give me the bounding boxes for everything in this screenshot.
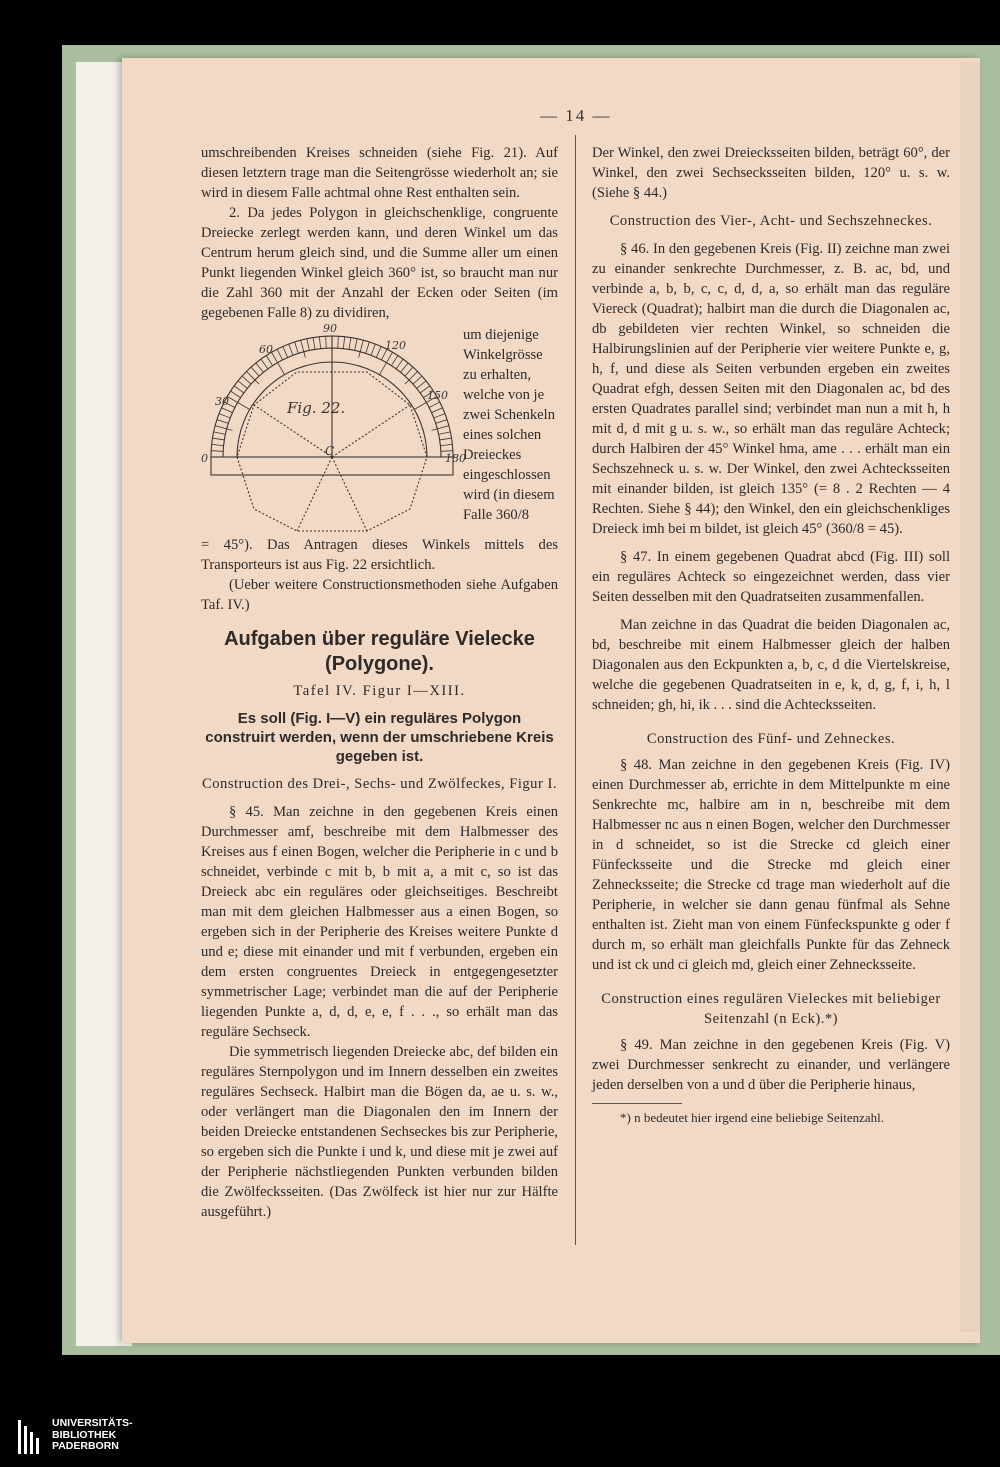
protractor-tick: [215, 426, 232, 431]
section-heading: Aufgaben über reguläre Vielecke (Polygone).: [224, 628, 535, 675]
logo-line: BIBLIOTHEK: [52, 1428, 117, 1441]
figure-center-label: C: [325, 444, 335, 458]
protractor-tick: [432, 408, 443, 413]
protractor-tick: [380, 352, 393, 375]
paragraph: § 48. Man zeichne in den gegebenen Kreis (Fig. IV) einen Durchmesser ab, errichte in dem Mittelpunkte m eine Senkrechte mc, halbire am in n, beschreibe mit dem Halbmesser nc aus n einen Bogen, welcher den Durchmesser in d schneidet, so ist die Strecke cd gleich einer Fünfecksseite und die Strecke md gleich einer Zehnecksseite; die Strecke cd trage man wiederholt auf die Peripherie, in welcher sie dann genau fünfmal als Sehne enthalten ist. Zieht man von einem Fünfeckspunkte g oder f durch m, so erhält man gleichfalls Punkte für das Zehneck und ist ck und ci gleich md, gleich einer Zehnecksseite.: [592, 757, 950, 973]
protractor-tick: [436, 420, 447, 424]
protractor-tick: [326, 336, 327, 348]
subheading: Construction des Vier-, Acht- und Sechszehneckes.: [609, 213, 933, 229]
footnote: *) n bedeutet hier irgend eine beliebige Seitenzahl.: [620, 1110, 884, 1125]
protractor-tick: [231, 391, 241, 398]
protractor-tick: [343, 337, 344, 349]
protractor-tick: [355, 339, 357, 351]
protractor-tick: [319, 337, 320, 349]
protractor-tick: [283, 346, 288, 357]
protractor-tick: [359, 340, 364, 357]
protractor-tick: [371, 344, 375, 355]
plate-reference: Tafel IV. Figur I—XIII.: [293, 683, 466, 699]
protractor-tick: [434, 414, 445, 418]
protractor-tick: [431, 426, 448, 431]
protractor-tick: [349, 337, 351, 349]
protractor-tick: [307, 339, 309, 351]
scale-label-150: 150: [427, 389, 448, 402]
protractor-tick: [221, 408, 232, 413]
figure-block: [201, 322, 558, 535]
protractor-tick: [277, 349, 282, 360]
figure-side-text: um diejenige Winkelgrösse zu erhalten, welche von je zwei Schenkeln eines solchen Dreieckes eingeschlossen wird (in diesem Falle 360/8: [463, 327, 555, 523]
scale-label-0: 0: [201, 452, 208, 465]
right-column: [592, 143, 950, 1128]
footnote-rule: [592, 1103, 682, 1104]
protractor-tick: [439, 432, 451, 434]
protractor-tick: [238, 381, 247, 389]
paragraph: 2. Da jedes Polygon in gleichschenklige, congruente Dreiecke zerlegt werden kann, und deren Winkel um das Centrum herum gleich sind, und die Summe aller um einen Punkt liegenden Winkel gleich 360° ist, so braucht man nur die Zahl 360 mit der Anzahl der Ecken oder Seiten (im gegebenen Falle 8) zu dividiren,: [201, 205, 558, 321]
protractor-tick: [295, 342, 299, 353]
protractor-tick: [227, 397, 250, 410]
protractor-tick: [401, 363, 409, 372]
left-column: [201, 143, 558, 1222]
protractor-tick: [212, 444, 224, 445]
scale-label-90: 90: [323, 322, 337, 335]
task-heading: Es soll (Fig. I—V) ein reguläres Polygon construirt werden, wenn der umschriebene Kreis gegeben ist.: [205, 710, 554, 765]
protractor-tick: [217, 420, 228, 424]
paragraph: Man zeichne in das Quadrat die beiden Diagonalen ac, bd, beschreibe mit einem Halbmesser gleich der halben Diagonalen aus den Eckpunkten a, b, c, d die Viertelskreise, welche die gegebenen Quadratseiten in e, k, d, g, f, i, h, l schneiden; gh, hi, ik . . . sind die Achtecksseiten.: [592, 617, 950, 713]
protractor-figure: [201, 322, 466, 535]
protractor-tick: [214, 432, 226, 434]
paragraph: umschreibenden Kreises schneiden (siehe Fig. 21). Auf diesen letztern trage man die Seitengrösse wiederholt an; sie wird in diesem Falle achtmal ohne Rest enthalten sein.: [201, 145, 558, 201]
protractor-tick: [376, 346, 381, 357]
paragraph: (Ueber weitere Constructionsmethoden siehe Aufgaben Taf. IV.): [201, 577, 558, 613]
protractor-tick: [440, 444, 452, 445]
subheading: Construction des Drei-, Sechs- und Zwölfeckes, Figur I.: [202, 776, 557, 792]
protractor-tick: [417, 381, 426, 389]
subheading: Construction eines regulären Vieleckes mit beliebiger Seitenzahl (n Eck).*): [601, 991, 941, 1027]
protractor-tick: [313, 337, 315, 349]
page-number: — 14 —: [540, 106, 612, 125]
protractor-tick: [272, 352, 285, 375]
protractor-tick: [212, 438, 224, 440]
scale-label-30: 30: [215, 395, 229, 408]
paragraph: § 45. Man zeichne in den gegebenen Kreis einen Durchmesser amf, beschreibe mit dem Halbmesser des Kreises aus f einen Bogen, welcher die Peripherie in c und b schneidet, verbinde c mit b, b mit a, a mit c, so ist das Dreieck abc ein reguläres oder gleichseitiges. Beschreibt man mit dem gleichen Halbmesser aus a einen Bogen, so ergeben sich in der Peripherie des Kreises weitere Punkte d und e; diese mit einander und mit f verbunden, ergeben ein dem ersten congruentes Dreieck in entgegengesetzter symmetrischer Lage; verbindet man die auf der Peripherie liegenden Punkte a, d, d, e, e, f . . ., so erhält man das reguläre Sechseck.: [201, 804, 558, 1040]
paragraph: § 47. In einem gegebenen Quadrat abcd (Fig. III) soll ein reguläres Achteck so eingezeichnet werden, dass vier Seiten desselben mit den Quadratseiten zusammenfallen.: [592, 549, 950, 605]
protractor-tick: [289, 344, 293, 355]
scale-label-60: 60: [259, 343, 273, 356]
scale-label-120: 120: [385, 339, 406, 352]
protractor-tick: [234, 386, 244, 393]
protractor-tick: [256, 363, 264, 372]
protractor-tick: [396, 359, 403, 369]
paragraph: = 45°). Das Antragen dieses Winkels mittels des Transporteurs ist aus Fig. 22 ersichtlich.: [201, 537, 558, 573]
protractor-tick: [413, 376, 422, 384]
protractor-tick: [440, 438, 452, 440]
protractor-tick: [301, 340, 306, 357]
scale-label-180: 180: [445, 452, 466, 465]
paragraph: Der Winkel, den zwei Dreiecksseiten bilden, beträgt 60°, der Winkel, den zwei Sechsecksseiten bilden, 120° u. s. w. (Siehe § 44.): [592, 145, 950, 201]
protractor-tick: [405, 367, 413, 376]
subheading: Construction des Fünf- und Zehneckes.: [646, 731, 896, 747]
paragraph: § 49. Man zeichne in den gegebenen Kreis (Fig. V) zwei Durchmesser senkrecht zu einander, und verlängere jeden derselben von a und d über die Peripherie hinaus,: [592, 1037, 950, 1093]
protractor-tick: [251, 367, 259, 376]
figure-label: Fig. 22.: [287, 399, 346, 417]
logo-line: PADERBORN: [52, 1440, 119, 1452]
protractor-tick: [366, 342, 370, 353]
protractor-tick: [261, 359, 268, 369]
protractor-tick: [219, 414, 230, 418]
column-divider: [575, 135, 576, 1245]
protractor-tick: [338, 336, 339, 348]
page-edge: [960, 62, 980, 1332]
paragraph: Die symmetrisch liegenden Dreiecke abc, def bilden ein reguläres Sternpolygon und im Innern desselben ein zweites reguläres Sechseck. Halbirt man die Bögen da, ae u. s. w., oder verlängert man die Diagonalen den im Innern der beiden Dreiecke entstandenen Sechseckes bis zur Peripherie, so ergeben sich die Punkte i und k, und diese mit je zwei auf der Peripherie nächstliegenden Punkten verbunden bilden die Zwölfecksseiten. (Das Zwölfeck ist hier nur zur Hälfte ausgeführt.): [201, 1044, 558, 1220]
protractor-tick: [242, 376, 251, 384]
library-logo-icon: [18, 1420, 42, 1454]
protractor-tick: [266, 356, 273, 366]
protractor-tick: [391, 356, 398, 366]
protractor-tick: [429, 402, 440, 407]
protractor-tick: [211, 451, 223, 452]
paragraph: § 46. In den gegebenen Kreis (Fig. II) zeichne man zwei zu einander senkrechte Durchmesser, z. B. ac, bd, und verbinde a, b, b, c, c, d, d, a, so erhält man das reguläre Viereck (Quadrat); halbirt man die durch die Diagonalen ac, db gebildeten vier rechten Winkel, so schneiden die Halbirungslinien auf der Peripherie vier weitere Punkte e, g, h, f, und diese als Seiten verbunden ergeben ein zweites Quadrat efgh, dessen Seiten mit den Diagonalen ac, bd des ersten Quadrates parallel sind; verbindet man nun a mit h, h mit d, d mit g u. s. w., so erhält man das reguläre Achteck; durch Halbiren der 45° Winkel hma, ame . . . erhält man ein Sechszehneck u. s. w. Der Winkel, den zwei Achtecksseiten mit einander bilden, ist gleich 135° (= 8 . 2 Rechten — 4 Rechten. Siehe § 44); den Winkel, den ein gleichschenkliges Dreieck imh bei m bildet, ist gleich 45° (360/8 = 45).: [592, 241, 950, 537]
logo-line: UNIVERSITÄTS-: [52, 1417, 133, 1429]
